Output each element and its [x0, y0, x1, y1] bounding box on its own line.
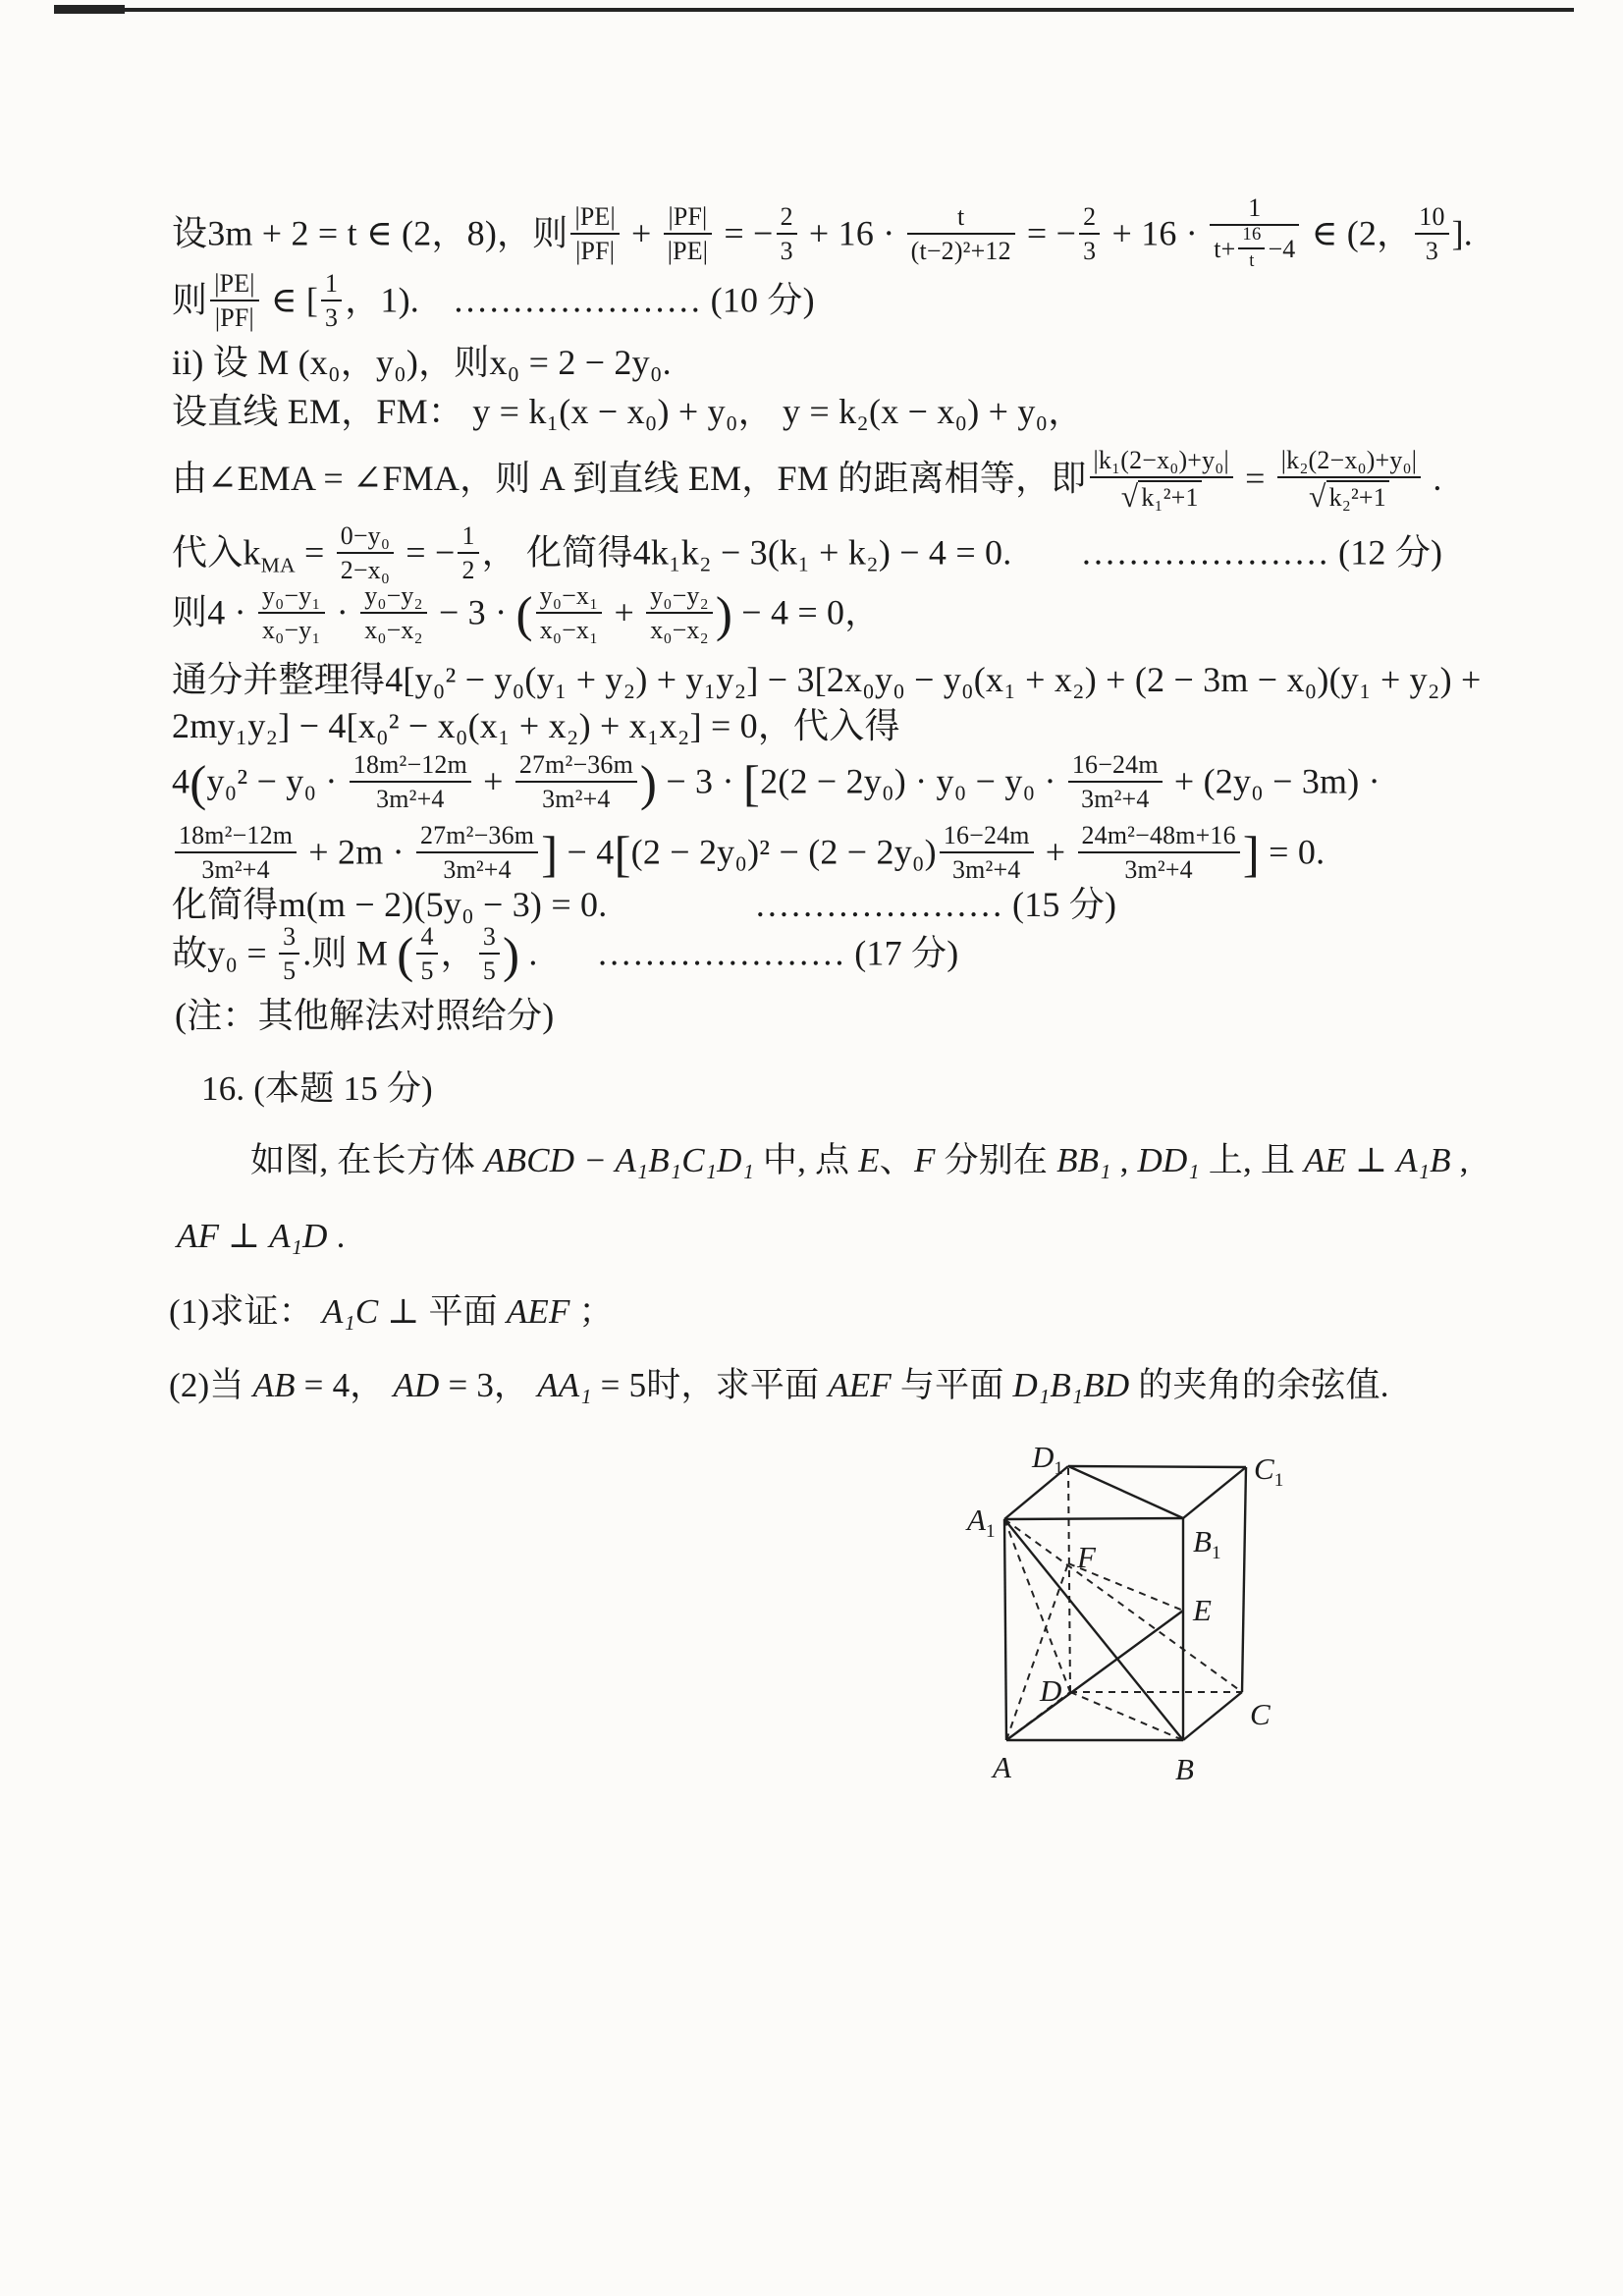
scan-artifact-top-corner	[54, 5, 125, 14]
vertex-label-c1: $C_1$	[1254, 1451, 1284, 1492]
solution-line-5: 由∠EMA = ∠FMA，则 A 到直线 EM，FM 的距离相等，即 $\frac{\text{|k₁(2−x₀)+y₀|}}{\text{√ k₁²+1}}$ = $\frac{\text{|k₂(2−x₀)+y₀|}}{\text{√ k₂²+1}}$ .	[172, 446, 1442, 515]
problem-16-part2: (2)当 AB = 4， AD = 3， AA₁ = 5时，求平面 AEF 与平面 D₁B₁BD 的夹角的余弦值.	[169, 1366, 1389, 1404]
solution-line-7: 则4 · $\frac{\text{y₀−y₁}}{\text{x₀−y₁}}$ · $\frac{\text{y₀−y₂}}{\text{x₀−x₂}}$ − 3 · ( $\frac{\text{y₀−x₁}}{\text{x₀−x₁}}$ + $\frac{\text{y₀−y₂}}{\text{x₀−x₂}}$ ) − 4 = 0，	[172, 581, 881, 645]
solution-line-3: ii) 设 M (x₀，y₀)，则x₀ = 2 − 2y₀.	[172, 343, 672, 382]
scan-artifact-top-line	[54, 8, 1574, 12]
solution-line-4: 设直线 EM，FM： y = k₁(x − x₀) + y₀， y = k₂(x − x₀) + y₀，	[172, 392, 1084, 431]
solution-line-8: 通分并整理得4[y₀² − y₀(y₁ + y₂) + y₁y₂] − 3[2x₀y₀ − y₀(x₁ + x₂) + (2 − 3m − x₀)(y₁ + y₂) +	[172, 660, 1482, 699]
vertex-label-e: E	[1193, 1593, 1212, 1627]
solution-line-1: 设3m + 2 = t ∈ (2，8)，则 $\frac{|PE|}{|PF|}$ + $\frac{|PF|}{|PE|}$ = − $\frac{2}{3}$ + 16 · $\frac{t}{\text{(t−2)²+12}}$ = − $\frac{2}{3}$ + 16 · 1 t+ $\frac{16}{t}$ −4 ∈ (2， $\frac{10}{3}$ ].	[172, 193, 1473, 271]
solid-diagonals	[1004, 1466, 1183, 1740]
solution-line-13: 故y₀ = $\frac{3}{5}$ .则 M ( $\frac{4}{5}$ ， $\frac{3}{5}$ ) . ………………… (17 分)	[172, 922, 959, 986]
cuboid-figure-svg	[967, 1436, 1306, 1809]
vertex-label-c: C	[1250, 1697, 1271, 1731]
vertex-label-b1: $B_1$	[1193, 1524, 1221, 1564]
problem-16-intro-2: AF ⊥ A₁D .	[177, 1217, 346, 1255]
problem-16-part1: (1)求证： A₁C ⊥ 平面 AEF ；	[169, 1292, 614, 1331]
vertex-label-d: D	[1040, 1673, 1062, 1708]
solution-line-12: 化简得m(m − 2)(5y₀ − 3) = 0. ………………… (15 分)	[172, 885, 1117, 924]
solution-line-10: 4(y₀² − y₀ · $\frac{\text{18m²−12m}}{\text{3m²+4}}$ + $\frac{\text{27m²−36m}}{\text{3m²+4}}$ ) − 3 · [2(2 − 2y₀) · y₀ − y₀ · $\frac{16-24m}{\text{3m²+4}}$ + (2y₀ − 3m) ·	[172, 750, 1380, 814]
solution-note: (注：其他解法对照给分)	[175, 996, 555, 1035]
vertex-label-a1: $A_1$	[967, 1503, 996, 1543]
problem-16-header: 16. (本题 15 分)	[201, 1069, 433, 1108]
cuboid-figure	[967, 1436, 1306, 1809]
vertex-label-b: B	[1175, 1752, 1194, 1786]
solution-line-9: 2my₁y₂] − 4[x₀² − x₀(x₁ + x₂) + x₁x₂] = 0，代入得	[172, 706, 900, 745]
vertex-label-f: F	[1077, 1540, 1096, 1574]
vertex-label-a: A	[993, 1750, 1011, 1784]
solution-line-11: $\frac{\text{18m²−12m}}{\text{3m²+4}}$ + 2m · $\frac{\text{27m²−36m}}{\text{3m²+4}}$ ] − 4[(2 − 2y₀)² − (2 − 2y₀) $\frac{16-24m}{\text{3m²+4}}$ + $\frac{\text{24m²−48m+16}}{\text{3m²+4}}$ ] = 0.	[172, 824, 1325, 887]
vertex-label-d1: $D_1$	[1032, 1440, 1063, 1480]
solution-line-6: 代入$k_{MA}$ = $\frac{\text{0−y₀}}{\text{2−x₀}}$ = − $\frac{1}{2}$ ， 化简得4k₁k₂ − 3(k₁ + k₂) − 4 = 0. ………………… (12 分)	[172, 521, 1443, 585]
solution-line-2: 则 $\frac{|PE|}{|PF|}$ ∈ [ $\frac{1}{3}$ ，1). ………………… (10 分)	[172, 269, 815, 333]
problem-16-intro: 如图, 在长方体 ABCD − A₁B₁C₁D₁ 中, 点 E、F 分别在 BB₁ , DD₁ 上, 且 AE ⊥ A₁B ,	[250, 1141, 1469, 1179]
